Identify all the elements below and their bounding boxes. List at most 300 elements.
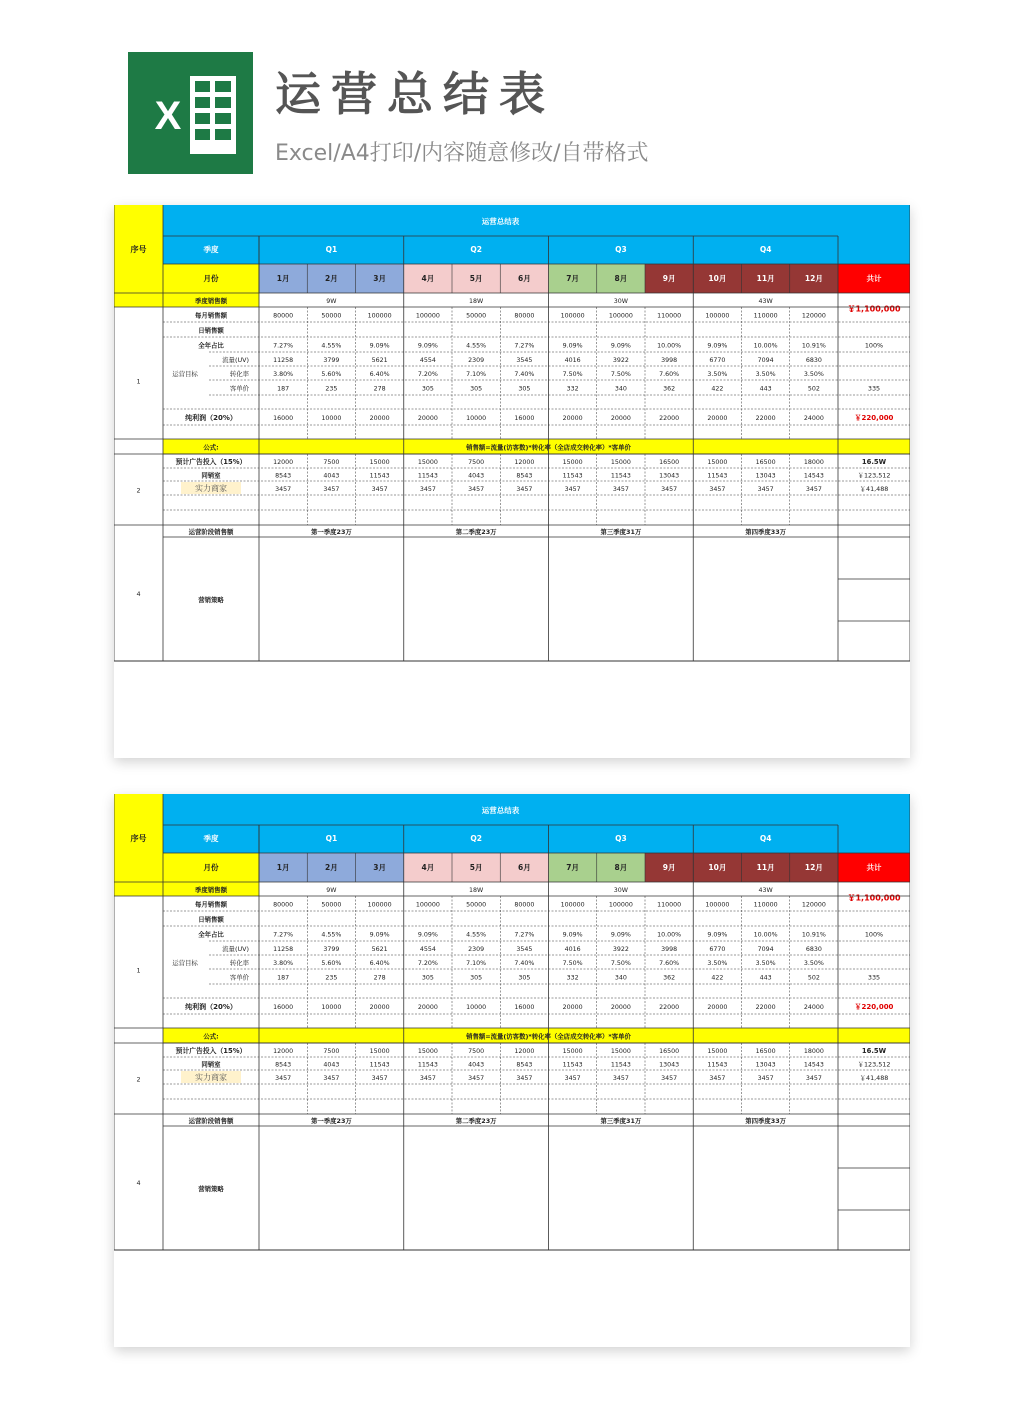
data-cell: 7.50% (610, 371, 631, 378)
data-cell: 20000 (417, 415, 438, 422)
data-cell: 3457 (371, 1075, 388, 1082)
data-cell: 6770 (709, 946, 726, 953)
data-cell: 11543 (369, 1061, 390, 1069)
data-cell: 3457 (757, 1075, 774, 1082)
data-cell: 14543 (803, 472, 824, 480)
seq-label: 序号 (130, 245, 147, 254)
data-cell: 7500 (468, 1048, 485, 1055)
data-cell: 22000 (755, 1004, 776, 1011)
data-cell: 110000 (753, 901, 778, 909)
data-cell: 9.09% (562, 342, 583, 350)
data-cell: 20000 (369, 1004, 390, 1011)
data-cell: 7500 (323, 459, 340, 466)
data-cell: 3799 (323, 946, 340, 953)
quarter-sales-value: 30W (613, 887, 628, 894)
data-cell: 2309 (468, 946, 485, 953)
data-cell: 3.50% (707, 960, 728, 967)
quarter-sales-label-bg (114, 882, 259, 896)
total-share: 100% (864, 341, 884, 350)
data-cell: 9.09% (417, 342, 438, 350)
data-cell: 10.00% (657, 342, 682, 350)
quarter-label: 季度 (203, 834, 219, 843)
stage-value: 第二季度23万 (455, 1117, 497, 1125)
data-cell: 10.00% (753, 342, 778, 350)
month-header: 6月 (518, 863, 531, 872)
quarter-header: Q3 (615, 245, 627, 254)
data-cell: 9.09% (562, 931, 583, 939)
total-sales: ￥1,100,000 (847, 304, 901, 314)
data-cell: 3.80% (273, 960, 294, 967)
row-label-profit: 纯利润（20%） (185, 1003, 237, 1011)
data-cell: 16500 (659, 1048, 680, 1055)
data-cell: 7094 (757, 946, 774, 953)
data-cell: 9.09% (369, 342, 390, 350)
month-label: 月份 (203, 274, 219, 283)
data-cell: 5.60% (321, 960, 342, 967)
data-cell: 20000 (369, 415, 390, 422)
data-cell: 110000 (657, 312, 682, 320)
data-cell: 6830 (805, 946, 822, 953)
seq-header-cell (114, 205, 163, 307)
data-cell: 16500 (755, 459, 776, 466)
quarter-header-row (163, 825, 910, 853)
data-cell: 100000 (367, 312, 392, 320)
data-cell: 4.55% (321, 342, 342, 350)
data-cell: 11543 (707, 472, 728, 480)
data-cell: 3457 (709, 486, 726, 493)
row-label-uv: 流量(UV) (222, 356, 249, 364)
data-cell: 13043 (659, 472, 680, 480)
data-cell: 4.55% (466, 342, 487, 350)
data-cell: 3457 (805, 486, 822, 493)
data-cell: 235 (325, 385, 338, 393)
data-cell: 7.27% (514, 931, 535, 939)
data-cell: 15000 (417, 459, 438, 466)
row-label-daily: 日销售额 (198, 326, 224, 335)
data-cell: 7.20% (417, 371, 438, 378)
row-label-uv: 流量(UV) (222, 945, 249, 953)
data-cell: 305 (421, 385, 434, 393)
data-cell: 9.09% (417, 931, 438, 939)
data-cell: 305 (421, 974, 434, 982)
data-cell: 8543 (516, 472, 533, 480)
data-cell: 15000 (610, 459, 631, 466)
row-label-peer: 同销室 (201, 1060, 221, 1069)
data-cell: 305 (518, 974, 531, 982)
row-label-ops-target: 运营目标 (172, 370, 198, 378)
data-cell: 10.00% (753, 931, 778, 939)
data-cell: 100000 (705, 312, 730, 320)
data-cell: 11258 (273, 357, 294, 364)
total-price: 335 (867, 384, 881, 393)
data-cell: 9.09% (610, 931, 631, 939)
data-cell: 15000 (707, 459, 728, 466)
total-label: 共计 (866, 274, 882, 283)
data-cell: 502 (807, 385, 820, 393)
quarter-header: Q4 (759, 834, 772, 843)
quarter-header: Q1 (325, 245, 338, 254)
data-cell: 4.55% (466, 931, 487, 939)
quarter-sales-value: 43W (758, 298, 773, 305)
data-cell: 3.50% (755, 960, 776, 967)
month-header: 4月 (421, 863, 435, 872)
data-cell: 7.20% (417, 960, 438, 967)
data-cell: 7.10% (466, 371, 487, 378)
data-cell: 12000 (273, 1048, 294, 1055)
data-cell: 5621 (371, 357, 388, 364)
data-cell: 3457 (516, 1075, 533, 1082)
row-label-formula: 公式: (203, 443, 219, 452)
data-cell: 100000 (560, 312, 585, 320)
data-cell: 278 (373, 974, 386, 982)
data-cell: 3457 (419, 1075, 436, 1082)
row-label-ad: 预计广告投入（15%） (175, 458, 247, 466)
data-cell: 20000 (707, 1004, 728, 1011)
sheet-preview-2 (114, 794, 910, 1347)
data-cell: 22000 (755, 415, 776, 422)
row-label-stage: 运营阶段销售额 (188, 528, 234, 536)
data-cell: 7.10% (466, 960, 487, 967)
month-header: 12月 (804, 274, 823, 283)
data-cell: 22000 (659, 1004, 680, 1011)
data-cell: 13043 (659, 1061, 680, 1069)
data-cell: 10.91% (801, 342, 826, 350)
month-header: 6月 (518, 274, 531, 283)
row-label-monthly: 每月销售额 (195, 900, 227, 909)
month-header: 4月 (421, 274, 435, 283)
row-label-price: 客单价 (229, 384, 249, 393)
data-cell: 3457 (468, 1075, 485, 1082)
row-label-share: 全年占比 (198, 341, 224, 350)
data-cell: 3457 (419, 486, 436, 493)
caption-bar (163, 205, 910, 236)
data-cell: 340 (614, 385, 627, 393)
data-cell: 18000 (803, 1048, 824, 1055)
data-cell: 10000 (321, 1004, 342, 1011)
data-cell: 4016 (564, 357, 581, 364)
total-share: 100% (864, 930, 884, 939)
data-cell: 20000 (707, 415, 728, 422)
row-label-strategy: 营销策略 (198, 596, 224, 604)
data-cell: 6830 (805, 357, 822, 364)
month-header: 3月 (373, 863, 386, 872)
data-cell: 305 (518, 385, 531, 393)
month-header: 9月 (662, 274, 676, 283)
total-ad: 16.5W (861, 1047, 887, 1055)
data-cell: 16500 (755, 1048, 776, 1055)
data-cell: 2309 (468, 357, 485, 364)
data-cell: 110000 (657, 901, 682, 909)
data-cell: 3799 (323, 357, 340, 364)
data-cell: 4043 (468, 1061, 485, 1069)
month-header: 3月 (373, 274, 386, 283)
row-label-conv: 转化率 (229, 959, 249, 967)
data-cell: 3457 (661, 1075, 678, 1082)
month-header: 7月 (566, 274, 579, 283)
month-header: 2月 (325, 274, 338, 283)
data-cell: 7.60% (659, 371, 680, 378)
seq-number: 2 (136, 1075, 141, 1084)
month-header: 1月 (276, 274, 290, 283)
month-header: 2月 (325, 863, 338, 872)
data-cell: 80000 (273, 312, 294, 320)
data-cell: 20000 (610, 1004, 631, 1011)
data-cell: 422 (711, 974, 724, 982)
data-cell: 7.50% (562, 371, 583, 378)
data-cell: 7.27% (273, 342, 294, 350)
data-cell: 3457 (275, 486, 292, 493)
data-cell: 15000 (369, 1048, 390, 1055)
page-title: 运营总结表 (275, 67, 555, 121)
quarter-label: 季度 (203, 245, 219, 254)
seq-number: 4 (136, 1179, 141, 1187)
quarter-sales-value: 9W (326, 298, 337, 305)
data-cell: 3457 (468, 486, 485, 493)
total-power: ￥41,488 (859, 485, 889, 493)
page-subtitle: Excel/A4打印/内容随意修改/自带格式 (275, 141, 649, 166)
quarter-header-row (163, 236, 910, 264)
stage-value: 第四季度33万 (745, 1117, 787, 1125)
data-cell: 4.55% (321, 931, 342, 939)
stage-value: 第三季度31万 (600, 1117, 642, 1125)
data-cell: 235 (325, 974, 338, 982)
data-cell: 80000 (514, 312, 535, 320)
data-cell: 305 (470, 385, 483, 393)
data-cell: 20000 (610, 415, 631, 422)
data-cell: 332 (566, 974, 579, 982)
data-cell: 187 (277, 974, 290, 982)
data-cell: 3.80% (273, 371, 294, 378)
data-cell: 11543 (610, 1061, 631, 1069)
data-cell: 11543 (562, 1061, 583, 1069)
data-cell: 340 (614, 974, 627, 982)
data-cell: 502 (807, 974, 820, 982)
data-cell: 7094 (757, 357, 774, 364)
data-cell: 15000 (562, 1048, 583, 1055)
data-cell: 11543 (369, 472, 390, 480)
data-cell: 4554 (419, 357, 436, 364)
row-label-conv: 转化率 (229, 370, 249, 378)
data-cell: 11543 (417, 1061, 438, 1069)
quarter-sales-label-bg (114, 293, 259, 307)
data-cell: 3457 (612, 486, 629, 493)
sheet-caption: 运营总结表 (481, 806, 520, 815)
row-label-price: 客单价 (229, 973, 249, 982)
data-cell: 3545 (516, 946, 533, 953)
data-cell: 100000 (415, 312, 440, 320)
data-cell: 24000 (803, 415, 824, 422)
data-cell: 362 (663, 385, 676, 393)
data-cell: 80000 (514, 901, 535, 909)
row-label-peer: 同销室 (201, 471, 221, 480)
stage-value: 第四季度33万 (745, 528, 787, 536)
data-cell: 3457 (323, 1075, 340, 1082)
data-cell: 3922 (612, 946, 629, 953)
sheet-preview-1 (114, 205, 910, 758)
data-cell: 7.40% (514, 960, 535, 967)
total-peer: ￥123,512 (857, 1060, 891, 1069)
row-label-power: 实力商家 (195, 1073, 227, 1082)
caption-bar (163, 794, 910, 825)
data-cell: 7.27% (514, 342, 535, 350)
row-label-ad: 预计广告投入（15%） (175, 1047, 247, 1055)
data-cell: 7.60% (659, 960, 680, 967)
row-label-share: 全年占比 (198, 930, 224, 939)
data-cell: 10000 (321, 415, 342, 422)
data-cell: 6.40% (369, 371, 390, 378)
row-label-quarter-sales: 季度销售额 (195, 886, 227, 894)
month-header: 11月 (756, 274, 775, 283)
data-cell: 11543 (562, 472, 583, 480)
month-header: 8月 (614, 274, 628, 283)
data-cell: 15000 (707, 1048, 728, 1055)
quarter-sales-value: 43W (758, 887, 773, 894)
month-header: 5月 (469, 863, 483, 872)
data-cell: 10.00% (657, 931, 682, 939)
data-cell: 11543 (610, 472, 631, 480)
data-cell: 11258 (273, 946, 294, 953)
data-cell: 7500 (323, 1048, 340, 1055)
data-cell: 100000 (705, 901, 730, 909)
data-cell: 3457 (564, 1075, 581, 1082)
data-cell: 11543 (707, 1061, 728, 1069)
data-cell: 7500 (468, 459, 485, 466)
data-cell: 5621 (371, 946, 388, 953)
data-cell: 9.09% (610, 342, 631, 350)
data-cell: 6770 (709, 357, 726, 364)
seq-number: 1 (136, 377, 141, 386)
stage-value: 第一季度23万 (310, 1117, 352, 1125)
data-cell: 10000 (466, 415, 487, 422)
month-header: 9月 (662, 863, 676, 872)
data-cell: 3.50% (803, 960, 824, 967)
quarter-header: Q4 (759, 245, 772, 254)
seq-number: 4 (136, 590, 141, 598)
seq-number: 1 (136, 966, 141, 975)
data-cell: 3998 (661, 357, 678, 364)
data-cell: 13043 (755, 472, 776, 480)
month-header: 7月 (566, 863, 579, 872)
data-cell: 100000 (608, 312, 633, 320)
data-cell: 187 (277, 385, 290, 393)
data-cell: 15000 (610, 1048, 631, 1055)
data-cell: 305 (470, 974, 483, 982)
row-label-daily: 日销售额 (198, 915, 224, 924)
data-cell: 3457 (275, 1075, 292, 1082)
data-cell: 12000 (273, 459, 294, 466)
data-cell: 50000 (321, 312, 342, 320)
data-cell: 11543 (417, 472, 438, 480)
month-header: 8月 (614, 863, 628, 872)
data-cell: 7.50% (610, 960, 631, 967)
data-cell: 3.50% (755, 371, 776, 378)
data-cell: 12000 (514, 1048, 535, 1055)
data-cell: 332 (566, 385, 579, 393)
total-price: 335 (867, 973, 881, 982)
data-cell: 3457 (805, 1075, 822, 1082)
data-cell: 4016 (564, 946, 581, 953)
formula-text: 销售额=流量(访客数)*转化率（全店成交转化率）*客单价 (466, 443, 631, 452)
data-cell: 16000 (514, 1004, 535, 1011)
stage-value: 第一季度23万 (310, 528, 352, 536)
data-cell: 7.50% (562, 960, 583, 967)
total-label: 共计 (866, 863, 882, 872)
data-cell: 100000 (560, 901, 585, 909)
data-cell: 110000 (753, 312, 778, 320)
month-header: 10月 (708, 274, 727, 283)
data-cell: 9.09% (369, 931, 390, 939)
month-header: 1月 (276, 863, 290, 872)
data-cell: 443 (759, 385, 772, 393)
data-cell: 20000 (562, 1004, 583, 1011)
data-cell: 4554 (419, 946, 436, 953)
row-label-power: 实力商家 (195, 484, 227, 493)
data-cell: 3.50% (803, 371, 824, 378)
data-cell: 13043 (755, 1061, 776, 1069)
data-cell: 18000 (803, 459, 824, 466)
quarter-header: Q1 (325, 834, 338, 843)
data-cell: 100000 (367, 901, 392, 909)
data-cell: 50000 (321, 901, 342, 909)
data-cell: 9.09% (707, 931, 728, 939)
data-cell: 50000 (466, 901, 487, 909)
data-cell: 3.50% (707, 371, 728, 378)
data-cell: 15000 (369, 459, 390, 466)
data-cell: 3457 (661, 486, 678, 493)
quarter-header: Q3 (615, 834, 627, 843)
data-cell: 3457 (757, 486, 774, 493)
data-cell: 50000 (466, 312, 487, 320)
data-cell: 3457 (323, 486, 340, 493)
row-label-quarter-sales: 季度销售额 (195, 297, 227, 305)
data-cell: 20000 (562, 415, 583, 422)
quarter-sales-value: 30W (613, 298, 628, 305)
month-header: 5月 (469, 274, 483, 283)
data-cell: 7.40% (514, 371, 535, 378)
data-cell: 3457 (709, 1075, 726, 1082)
total-profit: ￥220,000 (854, 414, 894, 422)
month-header: 11月 (756, 863, 775, 872)
data-cell: 12000 (514, 459, 535, 466)
data-cell: 16000 (273, 1004, 294, 1011)
data-cell: 4043 (323, 472, 340, 480)
data-cell: 20000 (417, 1004, 438, 1011)
seq-number: 2 (136, 486, 141, 495)
data-cell: 362 (663, 974, 676, 982)
data-cell: 16500 (659, 459, 680, 466)
data-cell: 8543 (516, 1061, 533, 1069)
row-label-strategy: 营销策略 (198, 1185, 224, 1193)
quarter-sales-value: 9W (326, 887, 337, 894)
data-cell: 422 (711, 385, 724, 393)
data-cell: 3457 (516, 486, 533, 493)
data-cell: 15000 (562, 459, 583, 466)
logo-letter: X (154, 94, 182, 138)
stage-value: 第三季度31万 (600, 528, 642, 536)
data-cell: 443 (759, 974, 772, 982)
data-cell: 3998 (661, 946, 678, 953)
data-cell: 14543 (803, 1061, 824, 1069)
data-cell: 100000 (608, 901, 633, 909)
month-header: 12月 (804, 863, 823, 872)
row-label-formula: 公式: (203, 1032, 219, 1041)
quarter-header: Q2 (470, 834, 482, 843)
formula-text: 销售额=流量(访客数)*转化率（全店成交转化率）*客单价 (466, 1032, 631, 1041)
month-label: 月份 (203, 863, 219, 872)
data-cell: 278 (373, 385, 386, 393)
total-peer: ￥123,512 (857, 471, 891, 480)
total-sales: ￥1,100,000 (847, 893, 901, 903)
